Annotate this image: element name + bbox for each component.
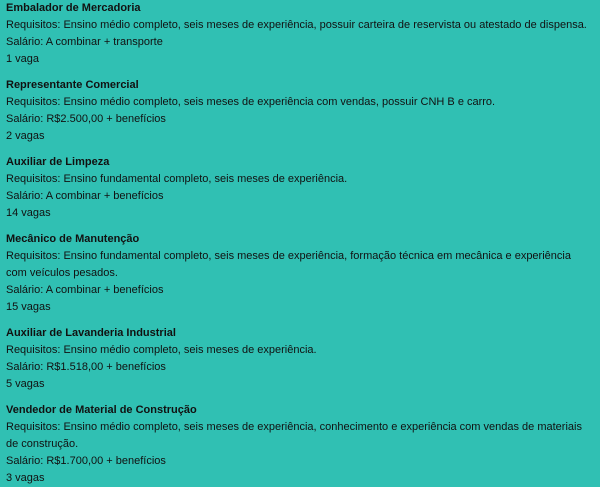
job-salary: Salário: A combinar + transporte <box>6 36 163 48</box>
job-listing <box>6 402 594 487</box>
job-vacancies: 15 vagas <box>6 301 51 313</box>
job-listing <box>6 231 594 316</box>
job-title: Vendedor de Material de Construção <box>6 404 197 416</box>
job-separator <box>6 70 594 77</box>
job-separator <box>6 318 594 325</box>
job-vacancies: 2 vagas <box>6 130 45 142</box>
job-listing <box>6 77 594 145</box>
job-title: Embalador de Mercadoria <box>6 2 141 14</box>
job-title: Auxiliar de Limpeza <box>6 156 110 168</box>
job-title: Mecânico de Manutenção <box>6 233 140 245</box>
job-salary: Salário: R$2.500,00 + benefícios <box>6 113 166 125</box>
job-separator <box>6 224 594 231</box>
job-requirements: Requisitos: Ensino fundamental completo, seis meses de experiência, formação técnica em mecânica e experiência com veículos pesados. <box>6 250 571 279</box>
job-salary: Salário: R$1.518,00 + benefícios <box>6 361 166 373</box>
job-vacancies: 1 vaga <box>6 53 40 65</box>
job-separator <box>6 147 594 154</box>
job-requirements: Requisitos: Ensino fundamental completo, seis meses de experiência. <box>6 173 348 185</box>
job-separator <box>6 395 594 402</box>
job-vacancies: 5 vagas <box>6 378 45 390</box>
job-listing <box>6 154 594 222</box>
job-vacancies: 3 vagas <box>6 472 45 484</box>
job-listing <box>6 325 594 393</box>
job-requirements: Requisitos: Ensino médio completo, seis meses de experiência, conhecimento e experiência com vendas de materiais de construção. <box>6 421 582 450</box>
job-title: Auxiliar de Lavanderia Industrial <box>6 327 176 339</box>
job-requirements: Requisitos: Ensino médio completo, seis meses de experiência, possuir carteira de reservista ou atestado de dispensa. <box>6 19 587 31</box>
job-requirements: Requisitos: Ensino médio completo, seis meses de experiência com vendas, possuir CNH B e carro. <box>6 96 496 108</box>
job-listing <box>6 0 594 68</box>
job-vacancies: 14 vagas <box>6 207 51 219</box>
job-requirements: Requisitos: Ensino médio completo, seis meses de experiência. <box>6 344 317 356</box>
job-salary: Salário: A combinar + benefícios <box>6 190 164 202</box>
job-title: Representante Comercial <box>6 79 139 91</box>
job-salary: Salário: R$1.700,00 + benefícios <box>6 455 166 467</box>
job-salary: Salário: A combinar + benefícios <box>6 284 164 296</box>
